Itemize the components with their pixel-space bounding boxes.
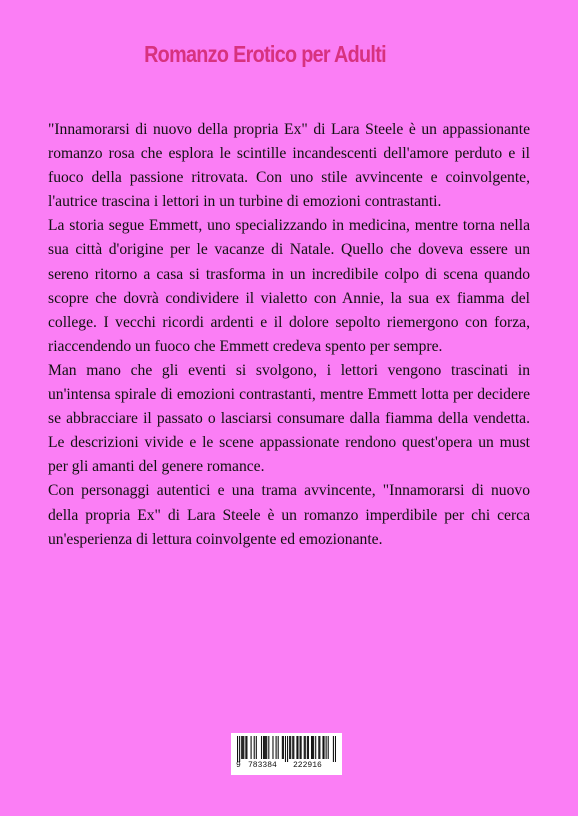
barcode-bar (282, 736, 283, 759)
blurb-paragraph-3: Man mano che gli eventi si svolgono, i lettori vengono trascinati in un'intensa spirale di emozioni contrastanti, mentre Emmett lotta per decidere se abbracciare il passato o lasciarsi consumare dalla fiamma della vendetta. Le descrizioni vivide e le scene appassionate rendono quest'opera un must per gli amanti del genere romance. (48, 361, 530, 476)
barcode-bar (312, 736, 313, 759)
barcode-bar (333, 736, 334, 762)
barcode-bar (313, 736, 314, 759)
barcode-bar (300, 736, 301, 759)
barcode-bar (289, 736, 290, 759)
barcode-bar (237, 736, 238, 762)
barcode-bar (285, 736, 286, 762)
barcode-bar (335, 736, 336, 762)
blurb-paragraph-4: Con personaggi autentici e una trama avvincente, "Innamorarsi di nuovo della propria Ex" di Lara Steele è un romanzo imperdibile per chi cerca un'esperienza di lettura coinvolgente ed emozionante. (48, 482, 530, 548)
barcode-bar (323, 736, 324, 759)
barcode-bar (296, 736, 297, 759)
barcode-left-digits: 783384 (248, 761, 277, 770)
blurb-paragraph-1: "Innamorarsi di nuovo della propria Ex" di Lara Steele è un appassionante romanzo rosa che esplora le scintille incandescenti dell'amore perduto e il fuoco della passione ritrovata. Con uno stile avvincente e coinvolgente, l'autrice trascina i lettori in un turbine di emozioni contrastanti. (48, 121, 530, 211)
barcode-bar (241, 736, 242, 759)
barcode-bar (307, 736, 308, 759)
blurb (48, 118, 530, 552)
barcode-bar (256, 736, 257, 759)
barcode-bar (283, 736, 284, 759)
barcode-bars (237, 736, 336, 762)
barcode-bar (322, 736, 323, 759)
barcode-bar (319, 736, 320, 759)
blurb-paragraph-2: La storia segue Emmett, uno specializzando in medicina, mentre torna nella sua città d'origine per le vacanze di Natale. Quello che doveva essere un sereno ritorno a casa si trasforma in un incredibile colpo di scena quando scopre che dovrà condividere il vialetto con Annie, la sua ex fiamma del college. I vecchi ricordi ardenti e il dolore sepolto riemergono con forza, riaccendendo un fuoco che Emmett credeva spento per sempre. (48, 217, 530, 355)
barcode-bar (297, 736, 298, 759)
barcode-bar (265, 736, 266, 759)
isbn-barcode (231, 733, 342, 775)
barcode-bar (304, 736, 305, 759)
barcode-number (231, 761, 342, 773)
barcode-bar (290, 736, 291, 759)
barcode-bar (326, 736, 327, 759)
barcode-bar (242, 736, 243, 759)
barcode-bar (278, 736, 279, 759)
barcode-first-digit: 9 (236, 761, 241, 770)
barcode-bar (266, 736, 267, 759)
barcode-bar (292, 736, 293, 759)
barcode-bar (276, 736, 277, 759)
barcode-bar (311, 736, 312, 759)
barcode-bar (261, 736, 262, 759)
barcode-bar (315, 736, 316, 759)
barcode-bar (287, 736, 288, 762)
barcode-bar (263, 736, 264, 759)
barcode-bar (293, 736, 294, 759)
barcode-bar (308, 736, 309, 759)
barcode-right-digits: 222916 (293, 761, 322, 770)
cover-title: Romanzo Erotico per Adulti (144, 41, 386, 67)
barcode-bar (318, 736, 319, 759)
barcode-bar (246, 736, 247, 759)
barcode-bar (245, 736, 246, 759)
barcode-bar (239, 736, 240, 762)
barcode-bar (243, 736, 244, 759)
barcode-bar (251, 736, 252, 759)
barcode-bar (264, 736, 265, 759)
barcode-bar (301, 736, 302, 759)
barcode-bar (328, 736, 329, 759)
barcode-bar (272, 736, 273, 759)
barcode-bar (305, 736, 306, 759)
barcode-bar (268, 736, 269, 759)
barcode-bar (254, 736, 255, 759)
